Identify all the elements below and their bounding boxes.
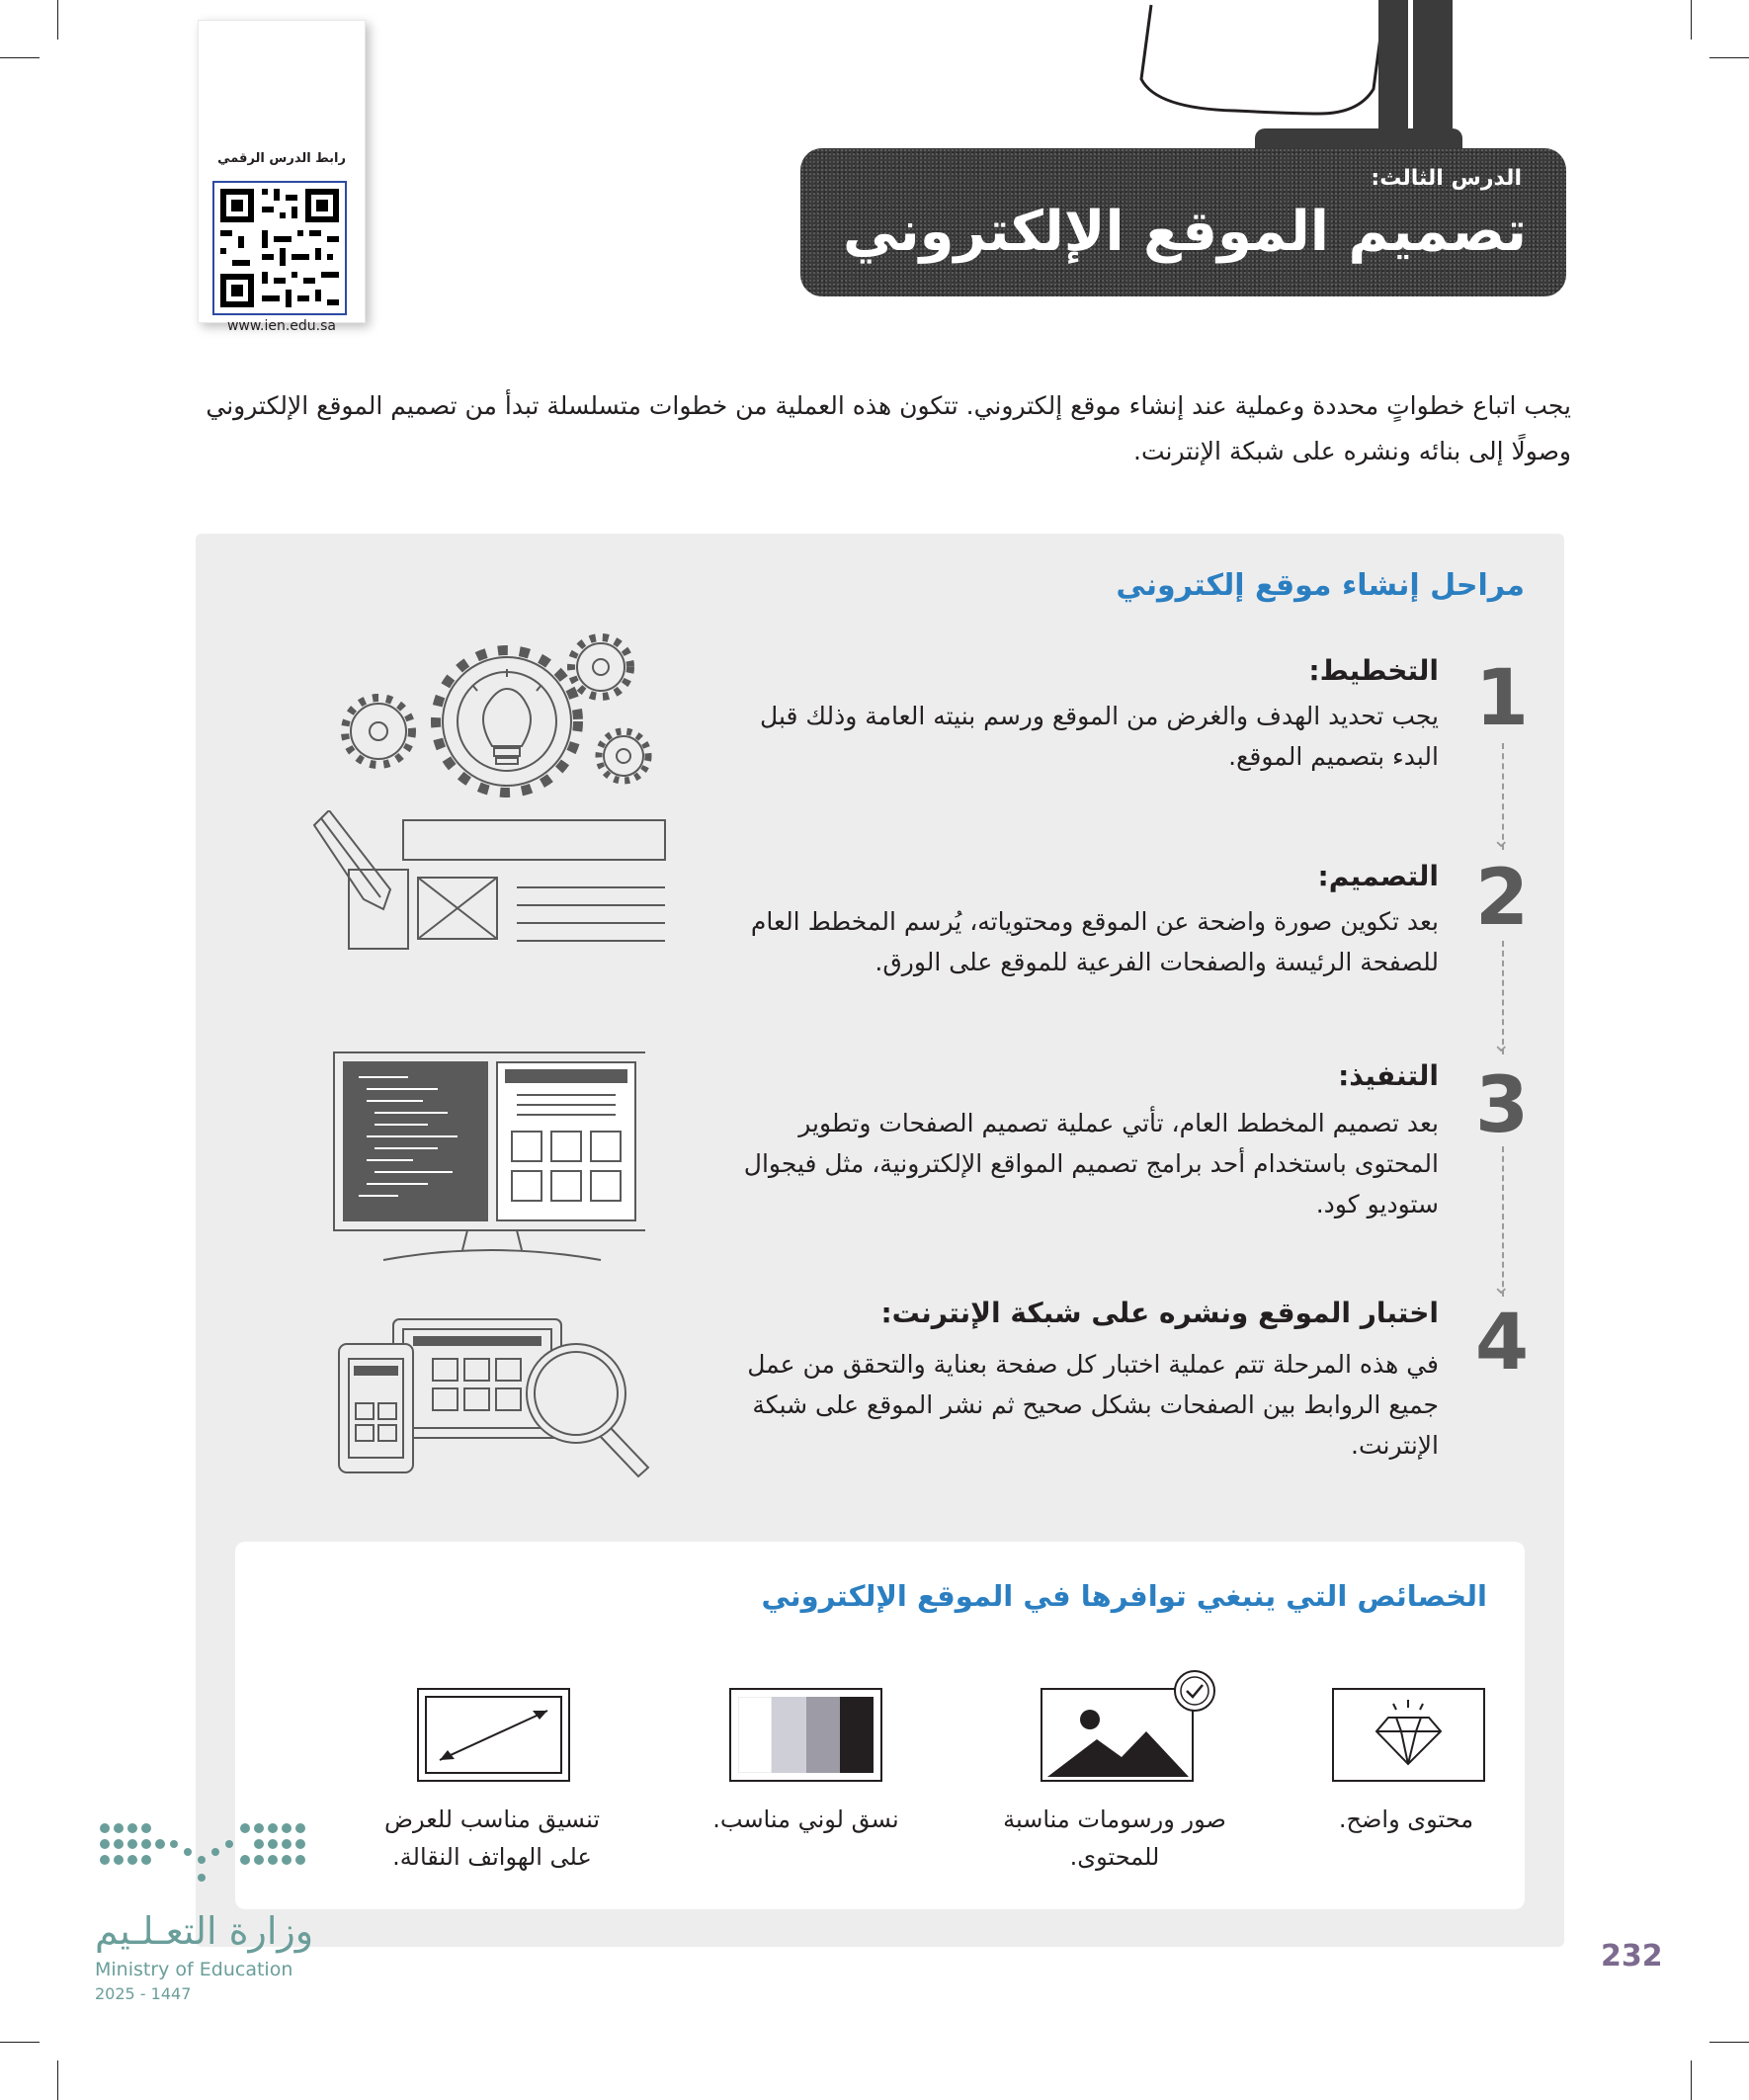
features-card [235,1542,1525,1909]
qr-url[interactable]: www.ien.edu.sa [226,318,337,334]
feature-label: صور ورسومات مناسبة للمحتوى. [1003,1806,1226,1871]
step-heading: التنفيذ: [1338,1059,1439,1092]
chevron-down-icon: ⌄ [1492,1033,1511,1057]
step-heading: التخطيط: [1308,654,1439,687]
step-heading: التصميم: [1317,860,1439,892]
crop-mark [1691,0,1692,40]
features-title: الخصائص التي ينبغي توافرها في الموقع الإلكتروني [761,1579,1487,1613]
feature-box [1041,1688,1194,1782]
diamond-icon [1334,1690,1483,1780]
feature-box [1332,1688,1485,1782]
step-number: 4 [1474,1299,1530,1387]
palette-swatch [806,1697,840,1773]
ministry-name-ar: وزارة التعـلـيم [95,1909,314,1953]
gears-bulb-icon [329,608,665,835]
qr-code-icon[interactable] [212,181,347,315]
palette-swatch [738,1697,772,1773]
feature-label: تنسيق مناسب للعرض على الهواتف النقالة. [383,1806,601,1871]
lesson-number: الدرس الثالث: [1371,166,1522,191]
palette-swatch [772,1697,806,1773]
check-circle-icon [1172,1668,1217,1714]
devices-magnifier-icon [334,1314,670,1492]
crop-mark [57,2060,58,2100]
ministry-name-en: Ministry of Education [95,1959,293,1980]
wireframe-pencil-icon [309,810,675,988]
chevron-down-icon: ⌄ [1492,828,1511,853]
step-body: يجب تحديد الهدف والغرض من الموقع ورسم بنيته العامة وذلك قبل البدء بتصميم الموقع. [760,702,1439,771]
stages-panel [196,534,1564,1947]
crop-mark [1709,2042,1749,2043]
step-body: بعد تكوين صورة واضحة عن الموقع ومحتوياته، يُرسم المخطط العام للصفحة الرئيسة والصفحات الفرعية للموقع على الورق. [750,907,1439,976]
page-title: تصميم الموقع الإلكتروني [843,200,1527,264]
feature-box [417,1688,570,1782]
monitor-code-icon [329,1048,645,1275]
feature-box [729,1688,882,1782]
feature-label: محتوى واضح. [1338,1806,1474,1833]
intro-paragraph: يجب اتباع خطواتٍ محددة وعملية عند إنشاء موقع إلكتروني. تتكون هذه العملية من خطوات متسلسلة تبدأ من تصميم الموقع الإلكتروني وصولًا إلى بنائه ونشره على شبكة الإنترنت. [206,391,1571,465]
resize-icon [425,1696,562,1774]
edition-year: 2025 - 1447 [95,1984,192,2003]
crop-mark [1691,2060,1692,2100]
step-number: 2 [1474,854,1530,943]
qr-card[interactable] [198,20,366,334]
ministry-logo-icon [95,1818,312,1897]
step-heading: اختبار الموقع ونشره على شبكة الإنترنت: [880,1297,1439,1329]
crop-mark [0,57,40,58]
stages-title: مراحل إنشاء موقع إلكتروني [1116,568,1525,603]
palette-swatch [840,1697,874,1773]
crop-mark [57,0,58,40]
feature-label: نسق لوني مناسب. [712,1806,899,1833]
crop-mark [1709,57,1749,58]
lesson-banner [800,148,1566,296]
step-number: 1 [1474,654,1530,743]
crop-mark [0,2042,40,2043]
qr-label: رابط الدرس الرقمي [217,151,346,166]
step-number: 3 [1474,1061,1530,1150]
chevron-down-icon: ⌄ [1492,1275,1511,1300]
image-icon [1042,1690,1192,1780]
step-body: في هذه المرحلة تتم عملية اختبار كل صفحة بعناية والتحقق من عمل جميع الروابط بين الصفحات بشكل صحيح ثم نشر الموقع على شبكة الإنترنت. [747,1350,1439,1460]
step-body: بعد تصميم المخطط العام، تأتي عملية تصميم الصفحات وتطوير المحتوى باستخدام أحد برامج تصميم المواقع الإلكترونية، مثل فيجوال ستوديو كود. [743,1109,1439,1218]
color-palette-icon [738,1697,874,1773]
page-number: 232 [1601,1939,1663,1974]
